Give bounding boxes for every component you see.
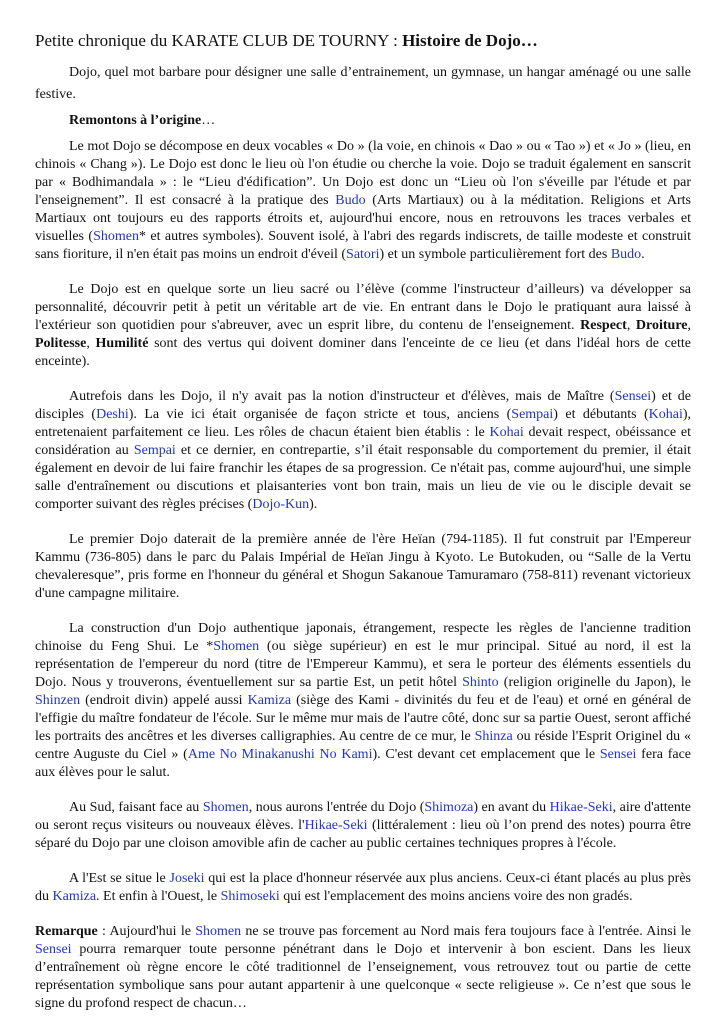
glossary-link[interactable]: Hikae-Seki xyxy=(304,818,368,833)
glossary-link[interactable]: Dojo-Kun xyxy=(252,497,310,512)
glossary-link[interactable]: Sensei xyxy=(599,747,637,762)
text-run: ) en avant du xyxy=(473,800,550,815)
paragraph-remark xyxy=(35,923,691,1013)
glossary-link[interactable]: Shinzen xyxy=(35,693,81,708)
paragraph-master-disciples xyxy=(35,388,691,514)
text-run: , xyxy=(626,318,636,333)
text-run: qui est l'emplacement des moins anciens voire des non gradés. xyxy=(279,889,633,904)
virtue-word: Politesse xyxy=(35,336,87,351)
text-run: ). xyxy=(309,497,318,512)
text-run: ) et de disciples ( xyxy=(35,389,692,422)
text-run: (ou siège supérieur) en est le mur principal. Situé au nord, il est la représentation de l'empereur du nord (titre de l'Empereur Kammu), et sera le porteur des éléments essentiels du Dojo. Nous y trouverons, éventuellement sur sa partie Est, un petit hôtel xyxy=(35,639,691,690)
glossary-link[interactable]: Sempai xyxy=(133,443,176,458)
text-run: pourra remarquer toute personne pénétrant dans le Dojo et intervenir à bon escient. Dans les lieux d’entraînement où règne encore le côté traditionnel de l’enseignement, vous retrouvez tout ou partie de cette représentation symbolique sans pour autant appartenir à une quelconque « secte religieuse ». Ce n’est que sous le signe du profond respect de chacun… xyxy=(35,942,691,1011)
virtue-word: Humilité xyxy=(95,336,149,351)
text-run: . Et enfin à l'Ouest, le xyxy=(96,889,221,904)
page-title xyxy=(35,30,691,52)
title-bold: Histoire de Dojo… xyxy=(402,31,538,50)
text-run: La construction d'un Dojo authentique japonais, étrangement, respecte les règles de l'ancienne tradition chinoise du Feng Shui. Le * xyxy=(35,621,691,654)
glossary-link[interactable]: Budo xyxy=(610,247,642,262)
paragraph-origin xyxy=(35,138,691,264)
text-run: * et autres symboles). Souvent isolé, à l'abri des regards indiscrets, de taille modeste et construit sans fioriture, il n'en était pas moins un endroit d'éveil ( xyxy=(35,229,691,262)
text-run: ne se trouve pas forcement au Nord mais fera toujours face à l'entrée. Ainsi le xyxy=(241,924,692,939)
text-run: : Aujourd'hui le xyxy=(97,924,196,939)
text-run: fera face aux élèves pour le salut. xyxy=(35,747,691,780)
glossary-link[interactable]: Hikae-Seki xyxy=(549,800,613,815)
paragraph-construction xyxy=(35,620,691,782)
paragraph-sacred-place xyxy=(35,281,691,371)
text-run: A l'Est se situe le xyxy=(69,871,170,886)
text-run: (siège des Kami - divinités du feu et de l'eau) et orné en général de l'effigie du maître fondateur de l'école. Sur le même mur mais de l'autre côté, donc sur sa partie Ouest, seront affiché les portraits des ancêtres et les diverses calligraphies. Au centre de ce mur, le xyxy=(35,693,691,744)
text-run: , xyxy=(687,318,692,333)
text-run: ) et débutants ( xyxy=(553,407,649,422)
paragraph-first-dojo: Le premier Dojo daterait de la première année de l'ère Heïan (794-1185). Il fut construit par l'Empereur Kammu (736-805) dans le parc du Palais Impérial de Heïan Jingu à Kyoto. Le Butokuden, ou “Salle de la Vertu chevaleresque”, pris forme en l'honneur du général et Shogun Sakanoue Tamuramaro (758-811) revenant victorieux d'une campagne militaire. xyxy=(35,532,691,601)
virtue-word: Respect xyxy=(580,318,627,333)
text-run: devait respect, obéissance et considération au xyxy=(35,425,692,458)
subtitle-bold: Remontons à l’origine xyxy=(69,113,202,128)
glossary-link[interactable]: Kohai xyxy=(489,425,524,440)
text-run: ou réside l'Esprit Originel du « centre Auguste du Ciel » ( xyxy=(35,729,691,762)
glossary-link[interactable]: Shimoza xyxy=(424,800,474,815)
glossary-link[interactable]: Shinza xyxy=(474,729,513,744)
section-subtitle xyxy=(35,112,691,130)
text-run: qui est la place d'honneur réservée aux plus anciens. Ceux-ci étant placés au plus près du xyxy=(35,871,691,904)
title-prefix: Petite chronique du KARATE CLUB DE TOURNY : xyxy=(35,31,403,50)
paragraph-east-west xyxy=(35,870,691,906)
glossary-link[interactable]: Shomen xyxy=(202,800,249,815)
intro-paragraph: Dojo, quel mot barbare pour désigner une salle d’entrainement, un gymnase, un hangar aménagé ou une salle festive. xyxy=(35,65,691,102)
text-run: , xyxy=(86,336,96,351)
glossary-link[interactable]: Joseki xyxy=(169,871,205,886)
text-run: (religion originelle du Japon), le xyxy=(498,675,691,690)
glossary-link[interactable]: Deshi xyxy=(96,407,129,422)
glossary-link[interactable]: Sensei xyxy=(35,942,72,957)
text-run: Le Dojo est en quelque sorte un lieu sacré ou l’élève (comme l'instructeur d’ailleurs) va développer sa personnalité, découvrir petit à petit un véritable art de vie. En entrant dans le Dojo le pratiquant aura laissé à l'extérieur son quotidien pour s'abreuver, avec un esprit libre, du contenu de l'enseignement. xyxy=(35,282,691,333)
text-run: ), entretenaient parfaitement ce lieu. Les rôles de chacun étaient bien établis : le xyxy=(35,407,692,440)
glossary-link[interactable]: Kamiza xyxy=(247,693,292,708)
glossary-link[interactable]: Sempai xyxy=(511,407,554,422)
text-run: (endroit divin) appelé aussi xyxy=(80,693,248,708)
glossary-link[interactable]: Kohai xyxy=(648,407,683,422)
text-run: Autrefois dans les Dojo, il n'y avait pas la notion d'instructeur et d'élèves, mais de Maître ( xyxy=(69,389,615,404)
text-run: et ce dernier, en contrepartie, s’il était responsable du comportement du premier, il était également en devoir de lui faire franchir les étapes de sa progression. Ce n'était pas, comme aujourd'hui, une simple salle d'entraînement ou discutions et plaisanteries vont bon train, mais un lieu de vie ou le disciple devait se comporter suivant des règles précises ( xyxy=(35,443,691,512)
glossary-link[interactable]: Shomen xyxy=(93,229,139,244)
glossary-link[interactable]: Shomen xyxy=(195,924,242,939)
text-run: Au Sud, faisant face au xyxy=(69,800,203,815)
glossary-link[interactable]: Ame No Minakanushi No Kami xyxy=(187,747,373,762)
text-run: , aire d'attente ou seront reçus visiteurs ou nouveaux élèves. l' xyxy=(35,800,691,833)
glossary-link[interactable]: Budo xyxy=(335,193,366,208)
text-run: ). C'est devant cet emplacement que le xyxy=(372,747,600,762)
glossary-link[interactable]: Satori xyxy=(346,247,380,262)
text-run: ) et un symbole particulièrement fort des xyxy=(379,247,611,262)
text-run: (Arts Martiaux) ou à la méditation. Religions et Arts Martiaux ont toujours eu des rapports étroits et, aujourd'hui encore, nous en retrouvons les traces verbales et visuelles ( xyxy=(35,193,691,244)
glossary-link[interactable]: Sensei xyxy=(614,389,652,404)
text-run: sont des vertus qui doivent dominer dans l'enceinte de ce lieu (et dans l'idéal hors de cette enceinte). xyxy=(35,336,692,369)
virtue-word: Droiture xyxy=(635,318,688,333)
text-run: ). La vie ici était organisée de façon stricte et tous, anciens ( xyxy=(128,407,512,422)
glossary-link[interactable]: Shimoseki xyxy=(220,889,280,904)
subtitle-rest: … xyxy=(201,113,216,128)
remark-label: Remarque xyxy=(35,924,98,939)
glossary-link[interactable]: Kamiza xyxy=(52,889,97,904)
glossary-link[interactable]: Shinto xyxy=(462,675,499,690)
document-page xyxy=(35,30,691,1013)
text-run: (littéralement : lieu où l’on prend des notes) pourra être séparé du Dojo par une cloison amovible afin de cacher au public certaines techniques propres à l'école. xyxy=(35,818,691,851)
text-run: . xyxy=(641,247,645,262)
text-run: Le mot Dojo se décompose en deux vocables « Do » (la voie, en chinois « Dao » ou « Tao ») et « Jo » (lieu, en chinois « Chang »). Le Dojo est donc le lieu où l'on étudie ou cherche la voie. Dojo se traduit également en sanscrit par « Bodhimandala » : le “Lieu d'édification”. Un Dojo est donc un “Lieu où l'on s'éveille par l'étude et par l'enseignement”. Il est consacré à la pratique des xyxy=(35,139,691,208)
glossary-link[interactable]: Shomen xyxy=(213,639,260,654)
paragraph-south xyxy=(35,799,691,853)
text-run: , nous aurons l'entrée du Dojo ( xyxy=(248,800,425,815)
